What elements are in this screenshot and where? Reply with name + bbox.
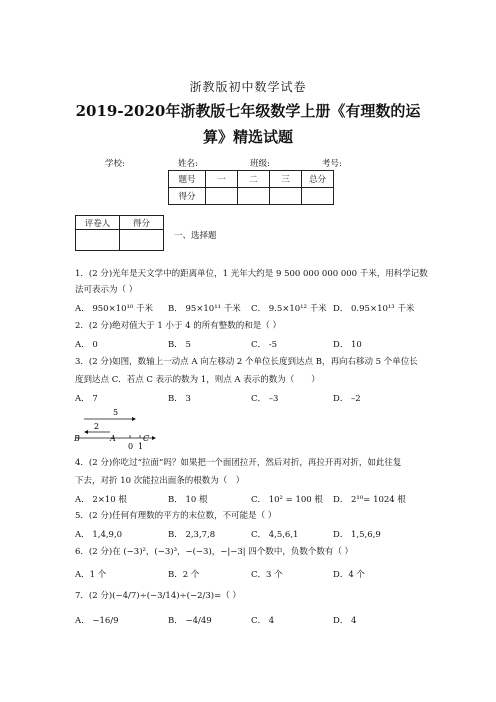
score-header-cell: 总分: [302, 171, 334, 188]
option-c: C． –3: [251, 394, 279, 404]
evaluator-score-header: 得分: [120, 216, 164, 230]
option-b: B．2 个: [168, 570, 200, 580]
number-line-diagram: [70, 405, 160, 453]
option-b: B． 10 根: [168, 495, 208, 505]
score-row-label: 得分: [169, 188, 206, 205]
question-4-line2: 下去，对折 10 次能拉出面条的根数为（ ）: [75, 476, 245, 486]
question-1-line2: 法可表示为（ ）: [75, 285, 138, 295]
evaluator-header: 评卷人: [76, 216, 120, 230]
question-6-options: [75, 568, 435, 580]
option-c: C． 10² = 100 根: [251, 495, 323, 505]
label-five: 5: [113, 408, 119, 417]
name-label: 姓名:: [178, 159, 198, 169]
question-5-options: [75, 528, 435, 540]
question-3-options: [75, 392, 435, 404]
label-two: 2: [94, 422, 100, 431]
evaluator-score-cell: [120, 230, 164, 251]
option-d: D． 10: [333, 340, 362, 350]
option-c: C． -5: [251, 340, 277, 350]
option-c: C．3 个: [251, 570, 283, 580]
option-b: B． 5: [168, 340, 191, 350]
number-label: 考号:: [322, 159, 342, 169]
option-b: B． 2,3,7,8: [168, 530, 216, 540]
tick-label-zero: 0: [128, 442, 134, 451]
question-1-options: [75, 302, 435, 314]
question-7-options: [75, 614, 435, 628]
question-2-line1: 2．(2 分)绝对值大于 1 小于 4 的所有整数的和是（ ）: [75, 321, 281, 331]
tick-label-one: 1: [138, 442, 144, 451]
point-c-label: C: [143, 434, 150, 443]
score-header-cell: 题号: [169, 171, 206, 188]
score-cell: [302, 188, 334, 205]
score-cell: [238, 188, 270, 205]
score-header-cell: 一: [206, 171, 238, 188]
question-7-line1: 7．(2 分)(−4/7)÷(−3/14)÷(−2/3)=（ ）: [75, 591, 241, 601]
option-d: D．4 个: [333, 570, 365, 580]
option-c: C． 4,5,6,1: [251, 530, 299, 540]
option-d: D． –2: [333, 394, 361, 404]
option-b: B． −4/49: [168, 616, 212, 626]
class-label: 班级:: [250, 159, 270, 169]
option-a: A． 950×10¹⁰ 千米: [75, 304, 154, 314]
arrow-two-head: [84, 430, 88, 434]
question-2-options: [75, 338, 435, 350]
question-5-line1: 5．(2 分)任何有理数的平方的末位数，不可能是（ ）: [75, 511, 277, 521]
option-d: D． 4: [333, 616, 357, 626]
arrow-five-head: [132, 417, 136, 421]
option-d: D． 1,5,6,9: [333, 530, 381, 540]
option-a: A． 2×10 根: [75, 495, 127, 505]
score-header-cell: 三: [270, 171, 302, 188]
option-b: B． 3: [168, 394, 191, 404]
score-header-cell: 二: [238, 171, 270, 188]
evaluator-table: [75, 215, 164, 251]
number-line-arrowhead: [152, 436, 156, 440]
option-c: C． 4: [251, 616, 275, 626]
question-3-line2: 度到达点 C．若点 C 表示的数为 1，则点 A 表示的数为（ ）: [75, 375, 320, 385]
option-a: A． 0: [75, 340, 98, 350]
option-a: A． 7: [75, 394, 98, 404]
question-3-line1: 3．(2 分)如图，数轴上一动点 A 向左移动 2 个单位长度到达点 B，再向右移动 5 个单位长: [75, 357, 418, 367]
option-b: B． 95×10¹¹ 千米: [168, 304, 241, 314]
score-cell: [270, 188, 302, 205]
question-6-line1: 6．(2 分)在 (−3)²，(−3)³，−(−3)，−|−3| 四个数中，负数个数有（ ）: [75, 547, 354, 557]
question-4-line1: 4．(2 分)你吃过“拉面”吗？如果把一个面团拉开，然后对折，再拉开再对折，如此往复: [75, 458, 402, 468]
section-title: 一、选择题: [174, 231, 217, 241]
page-title-line2: 算》精选试题: [202, 128, 293, 146]
question-4-options: [75, 493, 435, 505]
score-cell: [206, 188, 238, 205]
evaluator-cell: [76, 230, 120, 251]
question-1-line1: 1．(2 分)光年是天文学中的距离单位，1 光年大约是 9 500 000 000 000 千米，用科学记数: [75, 269, 428, 279]
exam-series: 浙教版初中数学试卷: [189, 80, 307, 94]
school-label: 学校:: [105, 159, 125, 169]
option-d: D． 0.95×10¹³ 千米: [333, 304, 415, 314]
option-d: D． 2¹⁰= 1024 根: [333, 495, 406, 505]
score-table: [168, 170, 334, 205]
option-a: A． −16/9: [75, 616, 119, 626]
option-c: C． 9.5×10¹² 千米: [251, 304, 327, 314]
point-a-label: A: [110, 434, 116, 443]
point-b-label: B: [74, 434, 80, 443]
option-a: A．1 个: [75, 570, 107, 580]
option-a: A． 1,4,9,0: [75, 530, 123, 540]
page-title-line1: 2019-2020年浙教版七年级数学上册《有理数的运: [75, 102, 421, 120]
